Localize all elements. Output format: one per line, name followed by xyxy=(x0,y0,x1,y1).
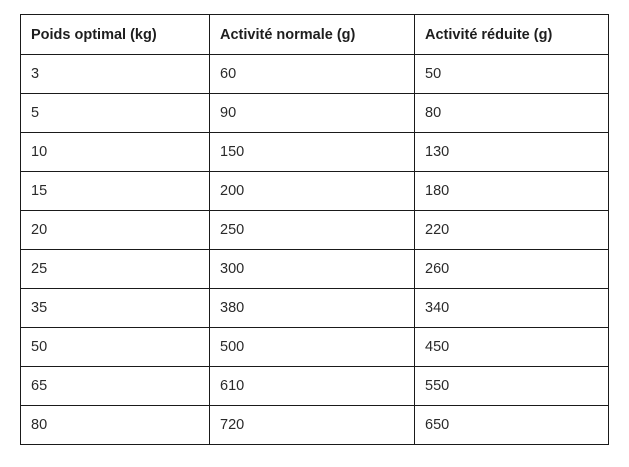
table-row xyxy=(21,367,609,406)
cell-normal: 610 xyxy=(210,367,415,406)
cell-reduced: 340 xyxy=(415,289,609,328)
table-row xyxy=(21,133,609,172)
table-row xyxy=(21,250,609,289)
cell-reduced: 130 xyxy=(415,133,609,172)
header-row xyxy=(21,15,609,55)
cell-reduced: 80 xyxy=(415,94,609,133)
table-body xyxy=(21,55,609,445)
cell-normal: 720 xyxy=(210,406,415,445)
table-row xyxy=(21,406,609,445)
cell-weight: 15 xyxy=(21,172,210,211)
cell-normal: 150 xyxy=(210,133,415,172)
table-row xyxy=(21,94,609,133)
cell-reduced: 180 xyxy=(415,172,609,211)
header-optimal-weight: Poids optimal (kg) xyxy=(21,15,210,55)
table-row xyxy=(21,172,609,211)
cell-normal: 200 xyxy=(210,172,415,211)
table-row xyxy=(21,289,609,328)
cell-normal: 60 xyxy=(210,55,415,94)
cell-normal: 300 xyxy=(210,250,415,289)
cell-normal: 250 xyxy=(210,211,415,250)
cell-normal: 90 xyxy=(210,94,415,133)
table-row xyxy=(21,211,609,250)
cell-reduced: 650 xyxy=(415,406,609,445)
cell-reduced: 50 xyxy=(415,55,609,94)
cell-normal: 380 xyxy=(210,289,415,328)
cell-weight: 80 xyxy=(21,406,210,445)
cell-reduced: 550 xyxy=(415,367,609,406)
cell-weight: 65 xyxy=(21,367,210,406)
cell-weight: 20 xyxy=(21,211,210,250)
cell-weight: 3 xyxy=(21,55,210,94)
feeding-table xyxy=(20,14,609,445)
feeding-table-container xyxy=(20,14,608,445)
table-row xyxy=(21,328,609,367)
cell-normal: 500 xyxy=(210,328,415,367)
cell-reduced: 220 xyxy=(415,211,609,250)
cell-weight: 35 xyxy=(21,289,210,328)
cell-weight: 10 xyxy=(21,133,210,172)
table-header xyxy=(21,15,609,55)
table-row xyxy=(21,55,609,94)
header-normal-activity: Activité normale (g) xyxy=(210,15,415,55)
cell-weight: 5 xyxy=(21,94,210,133)
cell-reduced: 450 xyxy=(415,328,609,367)
cell-weight: 50 xyxy=(21,328,210,367)
cell-reduced: 260 xyxy=(415,250,609,289)
cell-weight: 25 xyxy=(21,250,210,289)
header-reduced-activity: Activité réduite (g) xyxy=(415,15,609,55)
